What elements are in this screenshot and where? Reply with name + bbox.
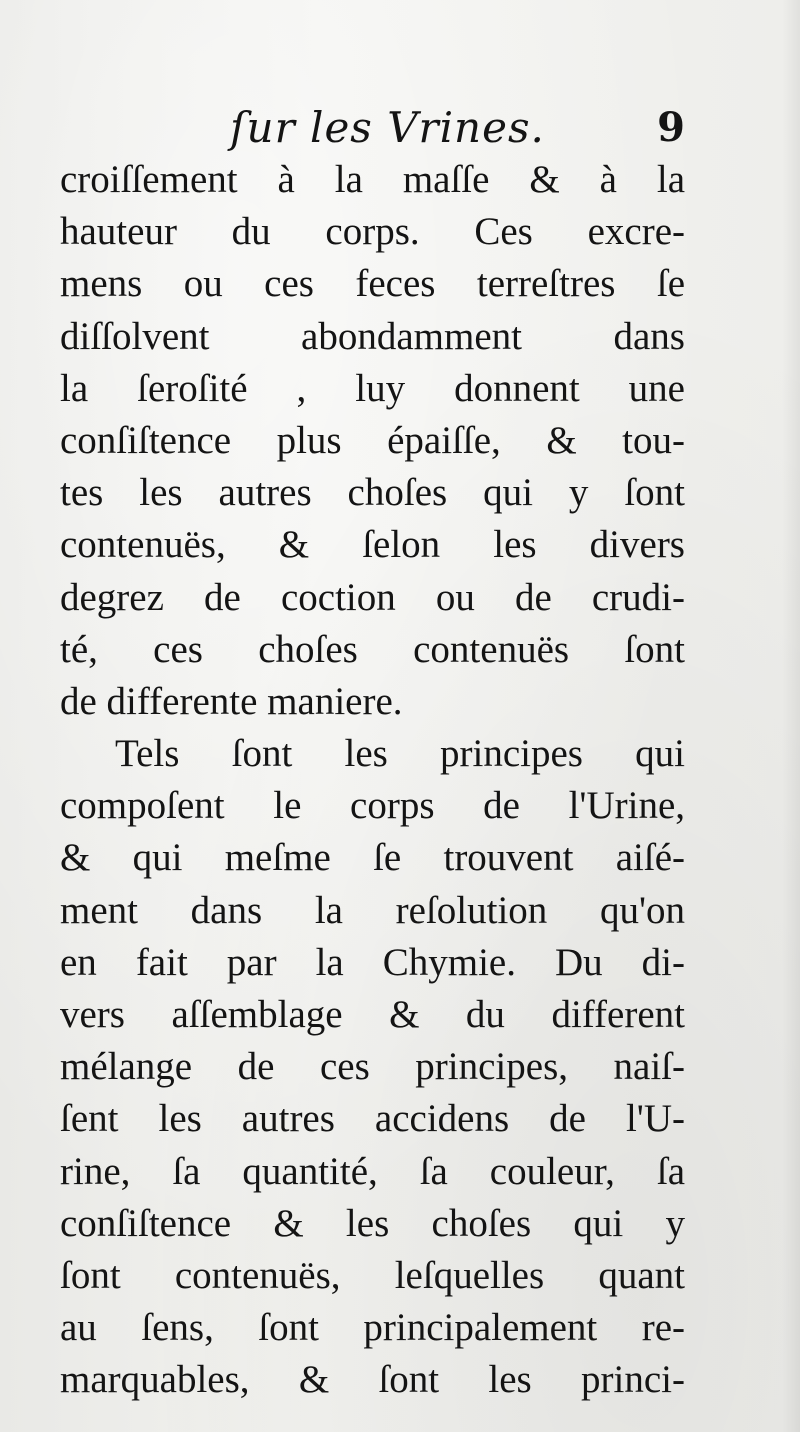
text-line: ſont contenuës, leſquelles quant: [60, 1253, 685, 1297]
text-line: croiſſement à la maſſe & à la: [60, 158, 685, 201]
text-line: ſent les autres accidens de l'U-: [60, 1097, 685, 1141]
body-text: [60, 154, 685, 1407]
text-line: vers aſſemblage & du different: [60, 993, 685, 1036]
text-line: conſiſtence & les choſes qui y: [60, 1201, 685, 1245]
text-line: de differente maniere.: [60, 679, 403, 723]
running-head: [60, 98, 685, 158]
text-line: marquables, & ſont les princi-: [60, 1358, 685, 1402]
text-line: au ſens, ſont principalement re-: [60, 1306, 685, 1350]
text-line: en fait par la Chymie. Du di-: [60, 940, 685, 984]
text-line: tes les autres choſes qui y ſont: [60, 471, 685, 515]
text-line: contenuës, & ſelon les divers: [60, 523, 685, 567]
text-line: rine, ſa quantité, ſa couleur, ſa: [60, 1149, 685, 1193]
running-title: ſur les Vrines.: [230, 103, 545, 152]
paragraph-1: [60, 154, 685, 728]
text-line: & qui meſme ſe trouvent aiſé-: [60, 836, 685, 880]
text-line: mens ou ces feces terreſtres ſe: [60, 262, 685, 306]
text-line: conſiſtence plus épaiſſe, & tou-: [60, 418, 685, 462]
page-number: 9: [657, 104, 685, 151]
text-line: diſſolvent abondamment dans: [60, 314, 685, 358]
text-line: hauteur du corps. Ces excre-: [60, 210, 685, 254]
text-line: ment dans la reſolution qu'on: [60, 888, 685, 932]
text-line: Tels ſont les principes qui: [115, 732, 685, 776]
text-line: la ſeroſité , luy donnent une: [60, 366, 685, 410]
text-line: compoſent le corps de l'Urine,: [60, 784, 685, 828]
text-line: degrez de coction ou de crudi-: [60, 575, 685, 619]
page-edge-shadow: [782, 0, 800, 1432]
text-line: mélange de ces principes, naiſ-: [60, 1045, 685, 1089]
text-line: té, ces choſes contenuës ſont: [60, 627, 685, 671]
paragraph-2: [60, 728, 685, 1406]
